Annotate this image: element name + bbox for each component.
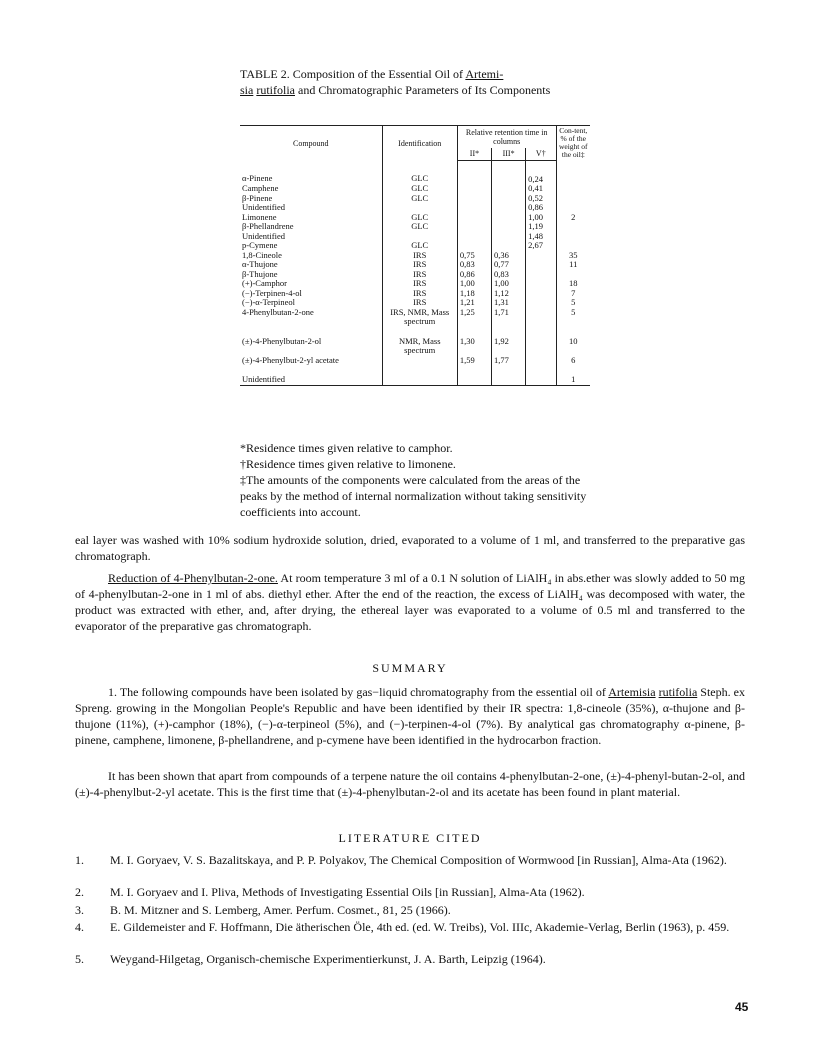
table-spacer-row [240, 365, 590, 375]
cell-compound: (−)-Terpinen-4-ol [242, 287, 302, 298]
summary-1-genus: Artemisia [608, 685, 656, 699]
table-row [240, 337, 590, 356]
cell-col-ii [457, 375, 491, 385]
cell-compound: Limonene [242, 211, 277, 222]
cell-col-iii: 1,92 [492, 337, 526, 356]
cell-col-ii [457, 160, 491, 184]
cell-col-v: 1,48 [526, 232, 556, 242]
cell-col-v: 0,52 [526, 194, 556, 204]
cell-col-v [526, 356, 556, 366]
header-compound: Compound [240, 126, 382, 161]
cell-col-ii: 1,00 [457, 279, 491, 289]
cell-identification: GLC [382, 194, 457, 204]
caption-genus: Artemi- [465, 67, 504, 81]
cell-content: 10 [556, 337, 590, 356]
cell-col-ii: 0,83 [457, 260, 491, 270]
cell-col-ii [457, 222, 491, 232]
table-row [240, 375, 590, 385]
cell-col-v: 0,86 [526, 203, 556, 213]
cell-content [556, 184, 590, 194]
reference-number: 5. [75, 952, 84, 966]
cell-col-ii: 1,30 [457, 337, 491, 356]
reference-text: E. Gildemeister and F. Hoffmann, Die ätherischen Öle, 4th ed. (ed. W. Treibs), Vol. IIIc, Akademie-Verlag, Berlin (1963), p. 459. [110, 920, 730, 934]
reduction-title: Reduction of 4-Phenylbutan-2-one. [108, 571, 278, 585]
caption-prefix: TABLE 2. Composition of the Essential Oil of [240, 67, 466, 81]
cell-col-v: 1,19 [526, 222, 556, 232]
summary-paragraph-2: It has been shown that apart from compounds of a terpene nature the oil contains 4-phenylbutan-2-one, (±)-4-phenyl-butan-2-ol, and (±)-4-phenylbut-2-yl acetate. This is the first time that (±)-4-phenylbutan-2-ol and its acetate has been found in plant material. [75, 769, 745, 799]
caption-suffix: and Chromatographic Parameters of Its Components [298, 83, 551, 97]
cell-compound: p-Cymene [242, 240, 278, 250]
header-col-ii: II* [457, 148, 491, 160]
cell-compound: β-Pinene [242, 192, 273, 203]
cell-identification: IRS [382, 289, 457, 299]
cell-content: 5 [556, 298, 590, 308]
reference-text: B. M. Mitzner and S. Lemberg, Amer. Perfum. Cosmet., 81, 25 (1966). [110, 903, 451, 917]
cell-content: 1 [556, 375, 590, 385]
cell-col-iii: 0,83 [492, 270, 526, 280]
cell-col-iii [492, 184, 526, 194]
literature-heading: LITERATURE CITED [338, 831, 482, 845]
paragraph-washing: eal layer was washed with 10% sodium hydroxide solution, dried, evaporated to a volume of 1 ml, and transferred to the preparative gas chromatograph. [75, 533, 745, 563]
page-number: 45 [735, 1000, 749, 1014]
caption-genus-cont: sia [240, 83, 254, 97]
cell-col-ii [457, 194, 491, 204]
cell-col-v [526, 298, 556, 308]
cell-col-v [526, 308, 556, 327]
header-identification: Identification [382, 126, 457, 161]
summary-1-rest: Steph. ex Spreng. growing in the Mongolian People's Republic and have been identified by their IR spectra: 1,8-cineole (35%), α-thujone and β-thujone (11%), (+)-camphor (18%), (−)-α-terpineol (5%), and (−)-terpinen-4-ol (7%). By analytical gas chromatography α-pinene, β-pinene, camphene, limonene, β-phellandrene, and p-cymene have been identified in the hydrocarbon fraction. [75, 685, 745, 747]
reference-number: 1. [75, 853, 84, 867]
cell-identification: IRS [382, 260, 457, 270]
cell-identification: IRS [382, 279, 457, 289]
summary-heading: SUMMARY [372, 661, 448, 675]
cell-col-iii: 1,31 [492, 298, 526, 308]
header-content: Con-tent, % of the weight of the oil‡ [556, 126, 590, 161]
cell-col-iii: 0,36 [492, 251, 526, 261]
cell-col-v [526, 260, 556, 270]
cell-identification: IRS [382, 298, 457, 308]
table-row [240, 160, 590, 184]
footnote-1: *Residence times given relative to camphor. [240, 441, 453, 455]
summary-1-start: 1. The following compounds have been isolated by gas−liquid chromatography from the essential oil of [108, 685, 609, 699]
reference-text: Weygand-Hilgetag, Organisch-chemische Experimentierkunst, J. A. Barth, Leipzig (1964). [110, 952, 546, 966]
cell-compound: β-Thujone [242, 268, 278, 279]
cell-col-ii [457, 203, 491, 213]
cell-col-iii [492, 194, 526, 204]
cell-identification: GLC [382, 184, 457, 194]
reference-number: 3. [75, 903, 84, 917]
cell-identification: IRS [382, 251, 457, 261]
cell-compound: (±)-4-Phenylbutan-2-ol [242, 335, 322, 346]
cell-col-ii: 1,25 [457, 308, 491, 327]
cell-compound: Unidentified [242, 230, 285, 241]
cell-compound: α-Thujone [242, 259, 278, 269]
cell-col-ii [457, 213, 491, 223]
cell-col-iii [492, 232, 526, 242]
cell-col-iii: 1,71 [492, 308, 526, 327]
reference-number: 4. [75, 920, 84, 934]
cell-identification: IRS [382, 270, 457, 280]
reference-number: 2. [75, 885, 84, 899]
cell-content: 6 [556, 356, 590, 366]
cell-col-iii [492, 222, 526, 232]
table-caption [240, 66, 600, 98]
cell-identification: GLC [382, 213, 457, 223]
cell-compound: Unidentified [242, 202, 285, 212]
cell-compound: (±)-4-Phenylbut-2-yl acetate [242, 354, 339, 365]
cell-col-v [526, 289, 556, 299]
caption-species: rutifolia [256, 83, 295, 97]
cell-identification [382, 356, 457, 366]
cell-col-iii: 1,77 [492, 356, 526, 366]
reference-2 [75, 885, 745, 900]
cell-col-iii [492, 375, 526, 385]
cell-col-iii [492, 160, 526, 184]
cell-content: 35 [556, 251, 590, 261]
footnote-2: †Residence times given relative to limonene. [240, 457, 456, 471]
reference-text: M. I. Goryaev, V. S. Bazalitskaya, and P. P. Polyakov, The Chemical Composition of Wormwood [in Russian], Alma-Ata (1962). [110, 853, 727, 867]
cell-identification: GLC [382, 160, 457, 184]
cell-compound: α-Pinene [242, 173, 273, 183]
header-col-v: V† [526, 148, 556, 160]
cell-identification: GLC [382, 241, 457, 251]
cell-content: 2 [556, 213, 590, 223]
cell-col-ii: 0,75 [457, 251, 491, 261]
summary-1-species: rutifolia [658, 685, 698, 699]
cell-col-v: 0,24 [526, 160, 556, 184]
cell-col-ii [457, 232, 491, 242]
cell-compound: (+)-Camphor [242, 278, 287, 288]
paragraph-reduction [75, 570, 745, 634]
cell-identification: GLC [382, 222, 457, 232]
cell-col-v [526, 270, 556, 280]
composition-table [240, 125, 590, 386]
reference-5 [75, 952, 745, 967]
cell-content: 18 [556, 279, 590, 289]
footnote-3: ‡The amounts of the components were calculated from the areas of the peaks by the method of internal normalization without taking sensitivity coefficients into account. [240, 473, 587, 519]
reference-text: M. I. Goryaev and I. Pliva, Methods of Investigating Essential Oils [in Russian], Alma-Ata (1962). [110, 885, 585, 899]
cell-col-iii: 1,12 [492, 289, 526, 299]
cell-identification [382, 375, 457, 385]
cell-compound: Unidentified [240, 375, 382, 385]
table-spacer-row [240, 327, 590, 337]
cell-identification: IRS, NMR, Mass spectrum [382, 308, 457, 327]
cell-col-v [526, 251, 556, 261]
cell-col-ii: 0,86 [457, 270, 491, 280]
cell-compound: Camphene [242, 183, 279, 193]
cell-col-ii [457, 184, 491, 194]
cell-compound: (−)-α-Terpineol [242, 297, 296, 307]
cell-content: 11 [556, 260, 590, 270]
footnotes [240, 440, 600, 520]
reference-1 [75, 853, 745, 868]
cell-col-ii: 1,59 [457, 356, 491, 366]
cell-identification: NMR, Mass spectrum [382, 337, 457, 356]
reduction-text: At room temperature 3 ml of a 0.1 N solution of LiAlH₄ in abs.ether was slowly added to 50 mg of 4-phenylbutan-2-one in 1 ml of abs. diethyl ether. After the end of the reaction, the excess of LiAlH₄ was decomposed with water, the product was extracted with ether, and, after drying, the ethereal layer was evaporated to a volume of 0.5 ml and transferred to the evaporator of the preparative gas chromatograph. [75, 571, 745, 633]
cell-content [556, 232, 590, 242]
header-col-iii: III* [492, 148, 526, 160]
cell-compound: 1,8-Cineole [242, 249, 282, 260]
table-row [240, 308, 590, 327]
cell-col-ii: 1,21 [457, 298, 491, 308]
cell-content: 5 [556, 308, 590, 327]
cell-compound: β-Phellandrene [242, 221, 294, 231]
cell-content: 7 [556, 289, 590, 299]
cell-col-v [526, 375, 556, 385]
cell-col-iii [492, 203, 526, 213]
cell-col-iii: 1,00 [492, 279, 526, 289]
table-row [240, 356, 590, 366]
cell-content [556, 222, 590, 232]
cell-content [556, 160, 590, 184]
cell-col-v: 0,41 [526, 184, 556, 194]
cell-col-iii [492, 213, 526, 223]
cell-content [556, 194, 590, 204]
summary-paragraph-1 [75, 684, 745, 748]
reference-4 [75, 920, 745, 935]
cell-col-v: 1,00 [526, 213, 556, 223]
reference-3 [75, 903, 745, 918]
table-body [240, 160, 590, 385]
cell-col-v: 2,67 [526, 241, 556, 251]
cell-col-ii: 1,18 [457, 289, 491, 299]
cell-col-iii: 0,77 [492, 260, 526, 270]
cell-col-v [526, 337, 556, 356]
cell-col-v [526, 279, 556, 289]
cell-compound: 4-Phenylbutan-2-one [242, 306, 314, 317]
header-rel-retention: Relative retention time in columns [457, 126, 556, 148]
